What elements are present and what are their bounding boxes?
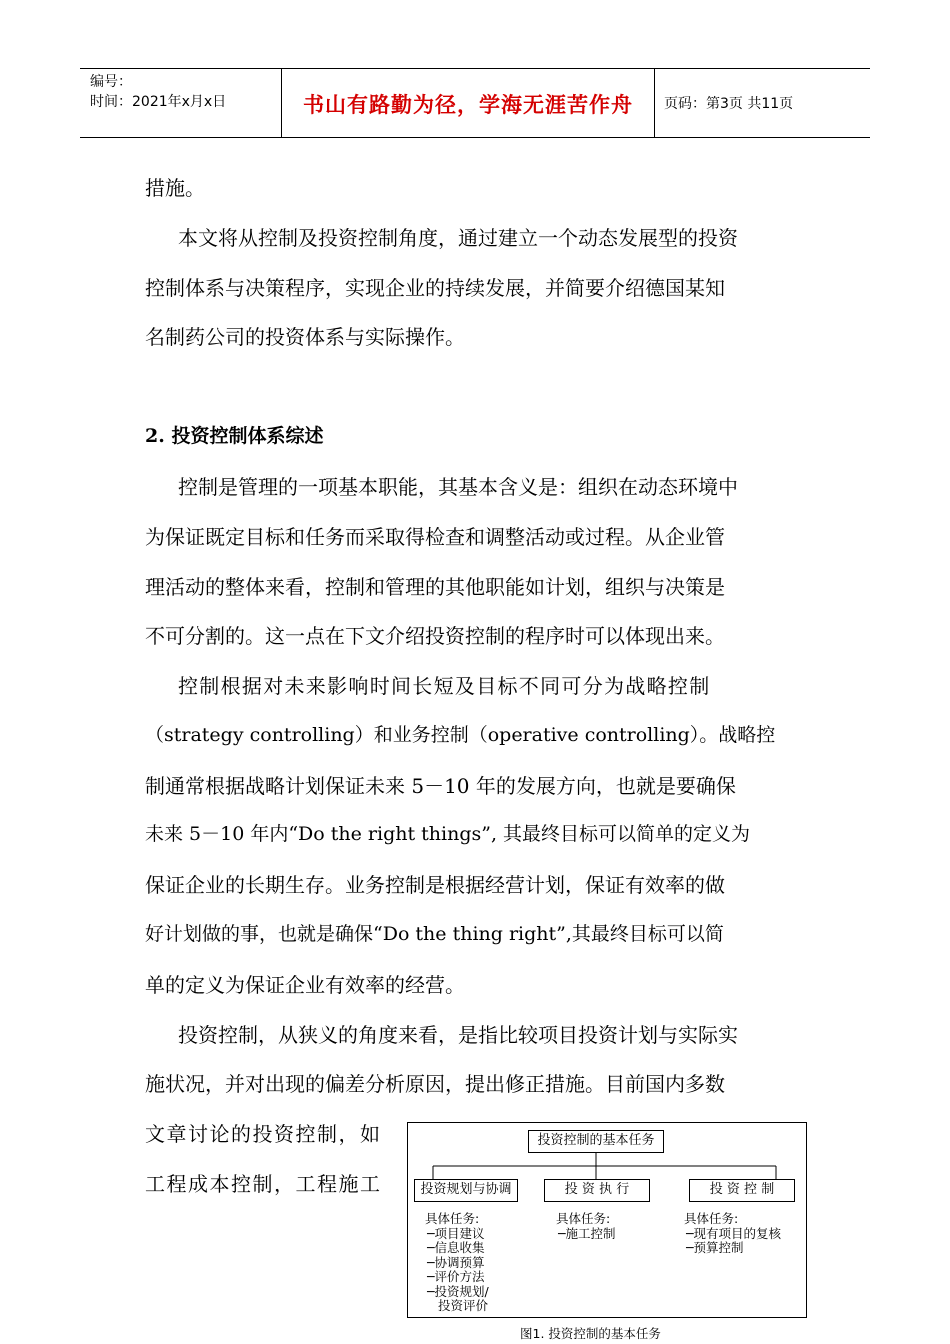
paragraph-line: 投资控制，从狭义的角度来看，是指比较项目投资计划与实际实 [178, 1023, 738, 1047]
paragraph-line: 控制根据对未来影响时间长短及目标不同可分为战略控制 [178, 674, 711, 698]
figure-caption: 图1. 投资控制的基本任务 [520, 1326, 661, 1341]
branch-node-control: 投 资 控 制 [689, 1179, 795, 1202]
task-list-title: 具体任务: [556, 1211, 611, 1226]
task-item: ─协调预算 [427, 1254, 485, 1270]
section-heading: 2. 投资控制体系综述 [145, 425, 324, 447]
paragraph-line: 为保证既定目标和任务而采取得检查和调整活动或过程。从企业管 [145, 525, 725, 549]
figure-diagram [407, 1122, 807, 1318]
task-list-execution [556, 1212, 616, 1241]
header-page-cell [654, 69, 870, 137]
paragraph-line: 文章讨论的投资控制，如 [145, 1122, 382, 1146]
paragraph-line: 本文将从控制及投资控制角度，通过建立一个动态发展型的投资 [178, 226, 738, 250]
paragraph-line: 控制是管理的一项基本职能，其基本含义是：组织在动态环境中 [178, 475, 738, 499]
paragraph-line: 制通常根据战略计划保证未来 5－10 年的发展方向，也就是要确保 [145, 774, 736, 798]
task-item: ─信息收集 [427, 1240, 485, 1255]
paragraph-line: 名制药公司的投资体系与实际操作。 [145, 325, 465, 349]
task-list-control [684, 1212, 781, 1256]
task-item: ─项目建议 [427, 1225, 485, 1241]
task-item: ─预算控制 [686, 1240, 744, 1255]
task-item: ─施工控制 [558, 1225, 616, 1241]
paragraph-line: （strategy controlling）和业务控制（operative controlling）。战略控 [145, 724, 776, 746]
task-item: 投资评价 [438, 1298, 489, 1313]
task-item: ─现有项目的复核 [686, 1225, 782, 1241]
header-info-cell [80, 69, 280, 137]
branch-node-execution: 投 资 执 行 [544, 1179, 650, 1202]
paragraph-line: 好计划做的事，也就是确保“Do the thing right”,其最终目标可以简 [145, 923, 724, 945]
paragraph-line: 不可分割的。这一点在下文介绍投资控制的程序时可以体现出来。 [145, 624, 725, 648]
paragraph-line: 理活动的整体来看，控制和管理的其他职能如计划，组织与决策是 [145, 575, 725, 599]
paragraph-line: 工程成本控制，工程施工 [145, 1172, 382, 1196]
page-header [80, 68, 870, 138]
date-label: 时间：2021年x月x日 [90, 94, 227, 110]
task-list-planning [425, 1212, 489, 1314]
branch-node-planning: 投资规划与协调 [414, 1179, 518, 1202]
task-item: ─投资规划/ [427, 1283, 489, 1299]
header-motto-cell [281, 69, 655, 137]
task-item: ─评价方法 [427, 1269, 485, 1284]
paragraph-line: 保证企业的长期生存。业务控制是根据经营计划，保证有效率的做 [145, 873, 725, 897]
task-list-title: 具体任务: [425, 1211, 480, 1226]
paragraph-line: 单的定义为保证企业有效率的经营。 [145, 973, 465, 997]
paragraph-line: 控制体系与决策程序，实现企业的持续发展，并简要介绍德国某知 [145, 276, 725, 300]
paragraph-line: 施状况，并对出现的偏差分析原因，提出修正措施。目前国内多数 [145, 1072, 725, 1096]
paragraph-line: 未来 5－10 年内“Do the right things”, 其最终目标可以简单的定义为 [145, 823, 751, 845]
task-list-title: 具体任务: [684, 1211, 739, 1226]
page-number: 页码：第3页 共11页 [664, 96, 794, 112]
motto: 书山有路勤为径，学海无涯苦作舟 [303, 92, 633, 117]
number-label: 编号： [90, 74, 132, 90]
root-node: 投资控制的基本任务 [528, 1130, 664, 1153]
paragraph-line: 措施。 [145, 176, 205, 200]
